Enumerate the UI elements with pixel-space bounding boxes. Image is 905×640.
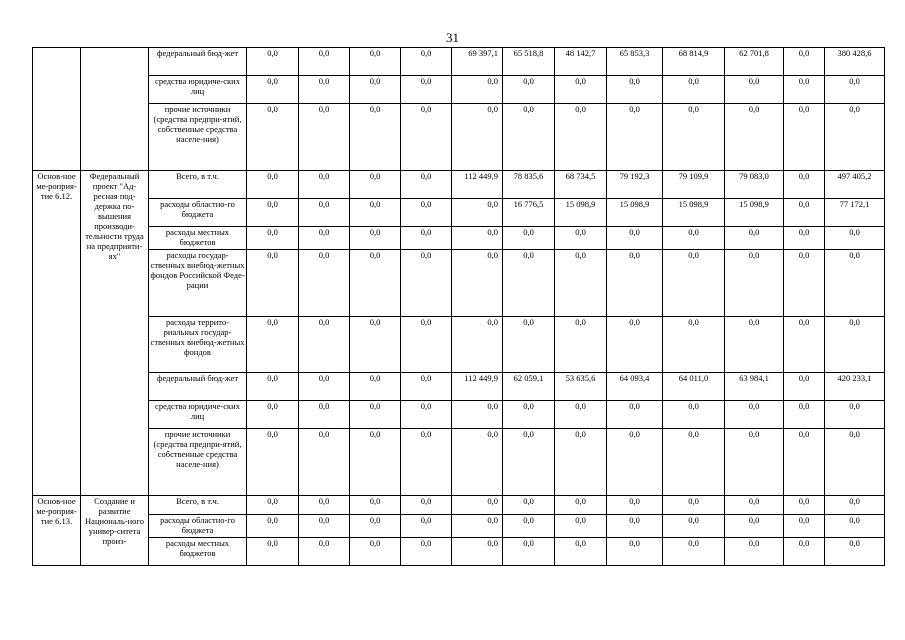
value-cell: 0,0 [247,227,299,250]
value-cell: 0,0 [299,515,350,538]
value-cell: 0,0 [825,250,885,317]
value-cell: 77 172,1 [825,199,885,227]
table-row [33,538,885,566]
value-cell: 0,0 [663,538,725,566]
value-cell: 0,0 [247,199,299,227]
value-cell: 15 098,9 [663,199,725,227]
value-cell: 0,0 [401,317,452,373]
value-cell: 78 835,6 [503,171,555,199]
measure-name-cell [81,48,149,171]
measure-name-cell: Федеральный проект "Ад-ресная под-держка по-вышения производи-тельности труда на предприяти-ях" [81,171,149,496]
funding-source-cell: федеральный бюд-жет [149,373,247,401]
value-cell: 0,0 [607,104,663,171]
value-cell: 0,0 [825,515,885,538]
value-cell: 0,0 [503,496,555,515]
value-cell: 0,0 [247,515,299,538]
value-cell: 0,0 [503,538,555,566]
value-cell: 0,0 [555,515,607,538]
value-cell: 68 734,5 [555,171,607,199]
table-row [33,515,885,538]
value-cell: 15 098,9 [725,199,784,227]
value-cell: 0,0 [452,199,503,227]
table-row [33,250,885,317]
funding-source-cell: Всего, в т.ч. [149,496,247,515]
value-cell: 0,0 [503,515,555,538]
value-cell: 0,0 [350,429,401,496]
value-cell: 0,0 [350,538,401,566]
value-cell: 0,0 [607,429,663,496]
value-cell: 63 984,1 [725,373,784,401]
value-cell: 0,0 [607,515,663,538]
value-cell: 0,0 [663,496,725,515]
funding-source-cell: средства юридиче-ских лиц [149,401,247,429]
value-cell: 0,0 [350,199,401,227]
value-cell: 62 059,1 [503,373,555,401]
value-cell: 0,0 [299,48,350,76]
value-cell: 0,0 [663,515,725,538]
funding-source-cell: федеральный бюд-жет [149,48,247,76]
value-cell: 0,0 [825,104,885,171]
funding-source-cell: расходы областно-го бюджета [149,515,247,538]
value-cell: 62 701,8 [725,48,784,76]
value-cell: 0,0 [350,317,401,373]
value-cell: 0,0 [725,76,784,104]
value-cell: 0,0 [555,76,607,104]
value-cell: 0,0 [663,317,725,373]
value-cell: 0,0 [247,373,299,401]
value-cell: 0,0 [503,76,555,104]
value-cell: 0,0 [725,250,784,317]
value-cell: 0,0 [607,227,663,250]
value-cell: 0,0 [452,227,503,250]
value-cell: 64 093,4 [607,373,663,401]
value-cell: 0,0 [607,538,663,566]
value-cell: 0,0 [784,104,825,171]
funding-source-cell: прочие источники (средства предпри-ятий, собственные средства населе-ния) [149,429,247,496]
value-cell: 0,0 [299,538,350,566]
value-cell: 380 428,6 [825,48,885,76]
value-cell: 0,0 [784,317,825,373]
value-cell: 0,0 [350,171,401,199]
value-cell: 68 814,9 [663,48,725,76]
value-cell: 79 083,0 [725,171,784,199]
value-cell: 0,0 [825,496,885,515]
value-cell: 0,0 [401,171,452,199]
funding-source-cell: прочие источники (средства предпри-ятий, собственные средства населе-ния) [149,104,247,171]
value-cell: 0,0 [663,401,725,429]
value-cell: 0,0 [247,538,299,566]
value-cell: 420 233,1 [825,373,885,401]
measure-code-cell: Основ-ное ме-роприя-тие 6.13. [33,496,81,566]
table-row [33,401,885,429]
measure-code-cell: Основ-ное ме-роприя-тие 6.12. [33,171,81,496]
value-cell: 0,0 [401,227,452,250]
funding-source-cell: расходы террито-риальных государ-ственных внебюд-жетных фондов [149,317,247,373]
value-cell: 0,0 [663,429,725,496]
value-cell: 0,0 [784,496,825,515]
value-cell: 0,0 [299,171,350,199]
value-cell: 0,0 [452,538,503,566]
value-cell: 0,0 [825,401,885,429]
value-cell: 0,0 [784,373,825,401]
value-cell: 0,0 [299,76,350,104]
value-cell: 0,0 [607,496,663,515]
value-cell: 0,0 [247,250,299,317]
value-cell: 0,0 [299,227,350,250]
value-cell: 112 449,9 [452,171,503,199]
value-cell: 0,0 [825,227,885,250]
value-cell: 0,0 [350,48,401,76]
value-cell: 0,0 [725,429,784,496]
value-cell: 0,0 [401,496,452,515]
value-cell: 0,0 [503,317,555,373]
value-cell: 0,0 [452,104,503,171]
value-cell: 0,0 [350,496,401,515]
value-cell: 0,0 [452,317,503,373]
value-cell: 0,0 [784,171,825,199]
funding-source-cell: расходы местных бюджетов [149,227,247,250]
value-cell: 0,0 [825,317,885,373]
value-cell: 0,0 [555,317,607,373]
value-cell: 53 635,6 [555,373,607,401]
value-cell: 79 109,9 [663,171,725,199]
value-cell: 0,0 [784,227,825,250]
value-cell: 0,0 [452,76,503,104]
value-cell: 15 098,9 [607,199,663,227]
value-cell: 0,0 [503,104,555,171]
value-cell: 0,0 [247,104,299,171]
value-cell: 0,0 [299,373,350,401]
value-cell: 0,0 [607,250,663,317]
table-row [33,429,885,496]
value-cell: 48 142,7 [555,48,607,76]
value-cell: 0,0 [401,429,452,496]
value-cell: 0,0 [784,76,825,104]
value-cell: 0,0 [350,227,401,250]
value-cell: 0,0 [784,250,825,317]
value-cell: 0,0 [401,401,452,429]
funding-source-cell: расходы областно-го бюджета [149,199,247,227]
value-cell: 0,0 [555,429,607,496]
value-cell: 0,0 [247,401,299,429]
value-cell: 0,0 [401,76,452,104]
value-cell: 0,0 [725,515,784,538]
value-cell: 0,0 [401,250,452,317]
value-cell: 0,0 [401,538,452,566]
value-cell: 0,0 [247,48,299,76]
value-cell: 0,0 [350,76,401,104]
value-cell: 0,0 [555,538,607,566]
value-cell: 0,0 [350,401,401,429]
table-row [33,104,885,171]
value-cell: 16 776,5 [503,199,555,227]
value-cell: 0,0 [725,317,784,373]
value-cell: 0,0 [299,250,350,317]
table-row [33,48,885,76]
value-cell: 0,0 [350,515,401,538]
value-cell: 0,0 [607,401,663,429]
value-cell: 0,0 [247,171,299,199]
budget-table [32,47,885,566]
value-cell: 0,0 [452,515,503,538]
value-cell: 0,0 [401,373,452,401]
value-cell: 0,0 [247,317,299,373]
value-cell: 0,0 [555,401,607,429]
funding-source-cell: средства юридиче-ских лиц [149,76,247,104]
value-cell: 0,0 [299,429,350,496]
value-cell: 0,0 [503,227,555,250]
value-cell: 0,0 [350,104,401,171]
value-cell: 0,0 [555,104,607,171]
table-row [33,317,885,373]
value-cell: 0,0 [503,250,555,317]
value-cell: 65 853,3 [607,48,663,76]
value-cell: 0,0 [725,496,784,515]
value-cell: 0,0 [247,496,299,515]
table-row [33,76,885,104]
value-cell: 0,0 [663,227,725,250]
value-cell: 65 518,8 [503,48,555,76]
value-cell: 0,0 [663,76,725,104]
value-cell: 0,0 [784,515,825,538]
funding-source-cell: расходы государ-ственных внебюд-жетных фондов Российской Феде-рации [149,250,247,317]
value-cell: 0,0 [555,227,607,250]
value-cell: 0,0 [503,429,555,496]
value-cell: 0,0 [350,250,401,317]
page-number: 31 [446,30,459,45]
value-cell: 0,0 [825,429,885,496]
value-cell: 0,0 [401,48,452,76]
value-cell: 0,0 [452,429,503,496]
value-cell: 0,0 [247,429,299,496]
value-cell: 0,0 [663,250,725,317]
value-cell: 0,0 [401,515,452,538]
value-cell: 15 098,9 [555,199,607,227]
value-cell: 0,0 [299,104,350,171]
value-cell: 0,0 [401,104,452,171]
value-cell: 0,0 [452,250,503,317]
value-cell: 0,0 [663,104,725,171]
value-cell: 0,0 [299,496,350,515]
value-cell: 0,0 [555,496,607,515]
table-row [33,227,885,250]
value-cell: 0,0 [452,401,503,429]
value-cell: 0,0 [247,76,299,104]
value-cell: 0,0 [299,199,350,227]
value-cell: 0,0 [503,401,555,429]
value-cell: 0,0 [299,401,350,429]
value-cell: 0,0 [784,199,825,227]
value-cell: 0,0 [725,401,784,429]
funding-source-cell: расходы местных бюджетов [149,538,247,566]
value-cell: 0,0 [555,250,607,317]
table-row [33,373,885,401]
funding-source-cell: Всего, в т.ч. [149,171,247,199]
table-row [33,496,885,515]
value-cell: 0,0 [350,373,401,401]
value-cell: 0,0 [825,76,885,104]
value-cell: 0,0 [607,76,663,104]
value-cell: 0,0 [784,401,825,429]
value-cell: 64 011,0 [663,373,725,401]
value-cell: 0,0 [725,538,784,566]
value-cell: 112 449,9 [452,373,503,401]
value-cell: 0,0 [607,317,663,373]
value-cell: 69 397,1 [452,48,503,76]
value-cell: 0,0 [452,496,503,515]
value-cell: 0,0 [725,227,784,250]
value-cell: 0,0 [784,429,825,496]
measure-name-cell: Создание и развитие Националь-ного универ-ситета произ- [81,496,149,566]
value-cell: 0,0 [825,538,885,566]
value-cell: 0,0 [725,104,784,171]
value-cell: 79 192,3 [607,171,663,199]
value-cell: 0,0 [784,538,825,566]
value-cell: 0,0 [401,199,452,227]
value-cell: 0,0 [299,317,350,373]
table-row [33,199,885,227]
measure-code-cell [33,48,81,171]
table-row [33,171,885,199]
value-cell: 497 405,2 [825,171,885,199]
value-cell: 0,0 [784,48,825,76]
